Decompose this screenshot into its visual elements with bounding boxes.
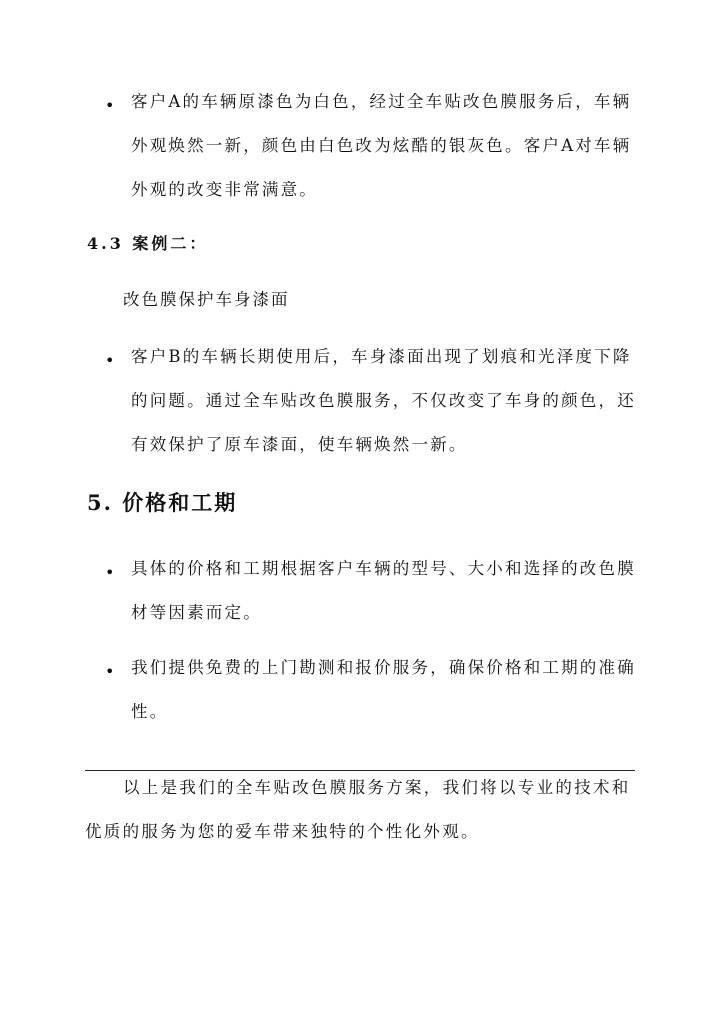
case-two-heading: 4.3 案例二：	[87, 234, 209, 253]
survey-text: 我们提供免费的上门勘测和报价服务，确保价格和工期的准确性。	[131, 658, 636, 721]
closing-paragraph: 以上是我们的全车贴改色膜服务方案，我们将以专业的技术和优质的服务为您的爱车带来独特的个性化外观。	[85, 778, 631, 841]
price-text: 具体的价格和工期根据客户车辆的型号、大小和选择的改色膜材等因素而定。	[131, 559, 636, 622]
section-five-heading: 5. 价格和工期	[87, 490, 238, 515]
case-one-text: 客户A的车辆原漆色为白色，经过全车贴改色膜服务后，车辆外观焕然一新，颜色由白色改为炫酷的银灰色。客户A对车辆外观的改变非常满意。	[131, 92, 632, 199]
bullet-marker: •	[105, 96, 115, 115]
bullet-marker: •	[105, 563, 115, 582]
bullet-marker: •	[105, 662, 115, 681]
bullet-marker: •	[105, 351, 115, 370]
case-two-subtitle: 改色膜保护车身漆面	[123, 290, 290, 309]
case-two-text: 客户B的车辆长期使用后，车身漆面出现了划痕和光泽度下降的问题。通过全车贴改色膜服务，不仅改变了车身的颜色，还有效保护了原车漆面，使车辆焕然一新。	[131, 347, 636, 454]
